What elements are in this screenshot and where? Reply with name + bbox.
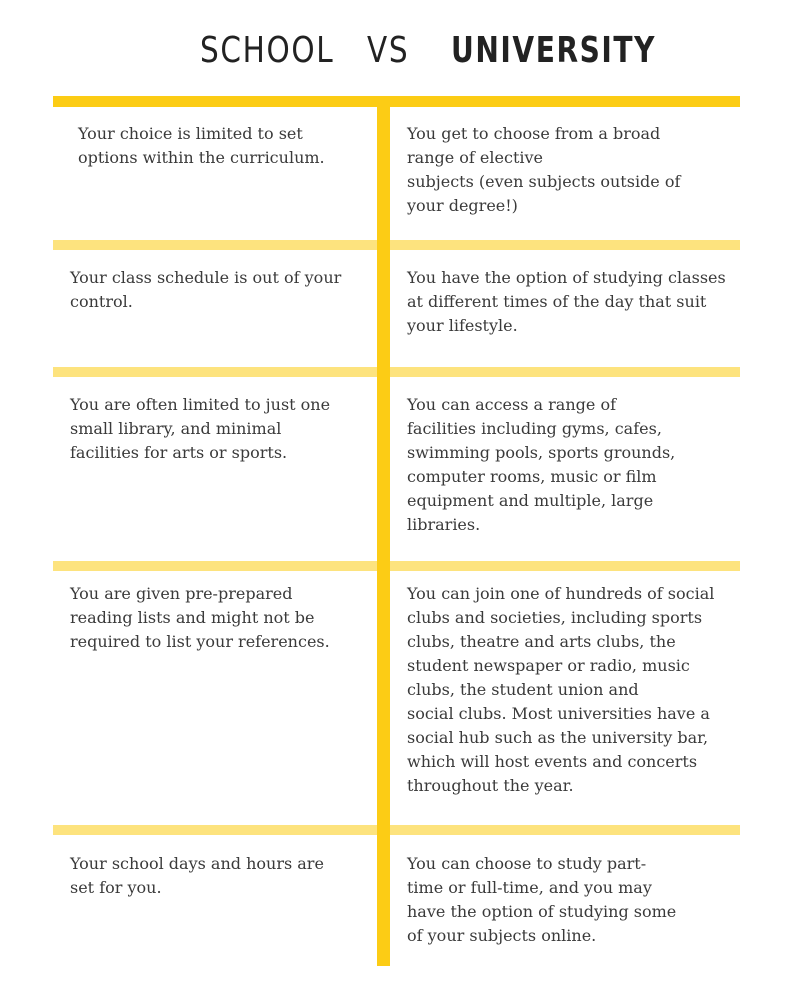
school-cell-4: You are given pre-prepared reading lists and might not be required to list your references. [70, 584, 330, 651]
school-cell-5: Your school days and hours are set for you. [70, 854, 324, 897]
university-cell-4: You can join one of hundreds of social clubs and societies, including sports clubs, theatre and arts clubs, the student newspaper or radio, music clubs, the student union and social clubs. Most universities have a social hub such as the university bar, which will host events and concerts throughout the year. [407, 584, 715, 795]
top-divider [53, 96, 740, 107]
university-cell-5: You can choose to study part- time or full-time, and you may have the option of studying some of your subjects online. [407, 854, 677, 945]
university-title: UNIVERSITY [451, 30, 657, 71]
row-divider [53, 561, 740, 571]
vs-label: VS [367, 30, 410, 71]
row-divider [53, 240, 740, 250]
school-cell-3: You are often limited to just one small library, and minimal facilities for arts or sports. [70, 395, 331, 462]
university-cell-3: You can access a range of facilities including gyms, cafes, swimming pools, sports grounds, computer rooms, music or film equipment and multiple, large libraries. [407, 395, 676, 534]
page-heading [0, 30, 794, 80]
row-divider [53, 825, 740, 835]
university-cell-2: You have the option of studying classes at different times of the day that suit your lifestyle. [407, 268, 726, 335]
school-cell-1: Your choice is limited to set options within the curriculum. [78, 124, 325, 167]
column-divider [377, 96, 390, 966]
school-title: SCHOOL [200, 30, 335, 71]
school-cell-2: Your class schedule is out of your control. [70, 268, 342, 311]
row-divider [53, 367, 740, 377]
university-cell-1: You get to choose from a broad range of elective subjects (even subjects outside of your degree!) [407, 124, 681, 215]
